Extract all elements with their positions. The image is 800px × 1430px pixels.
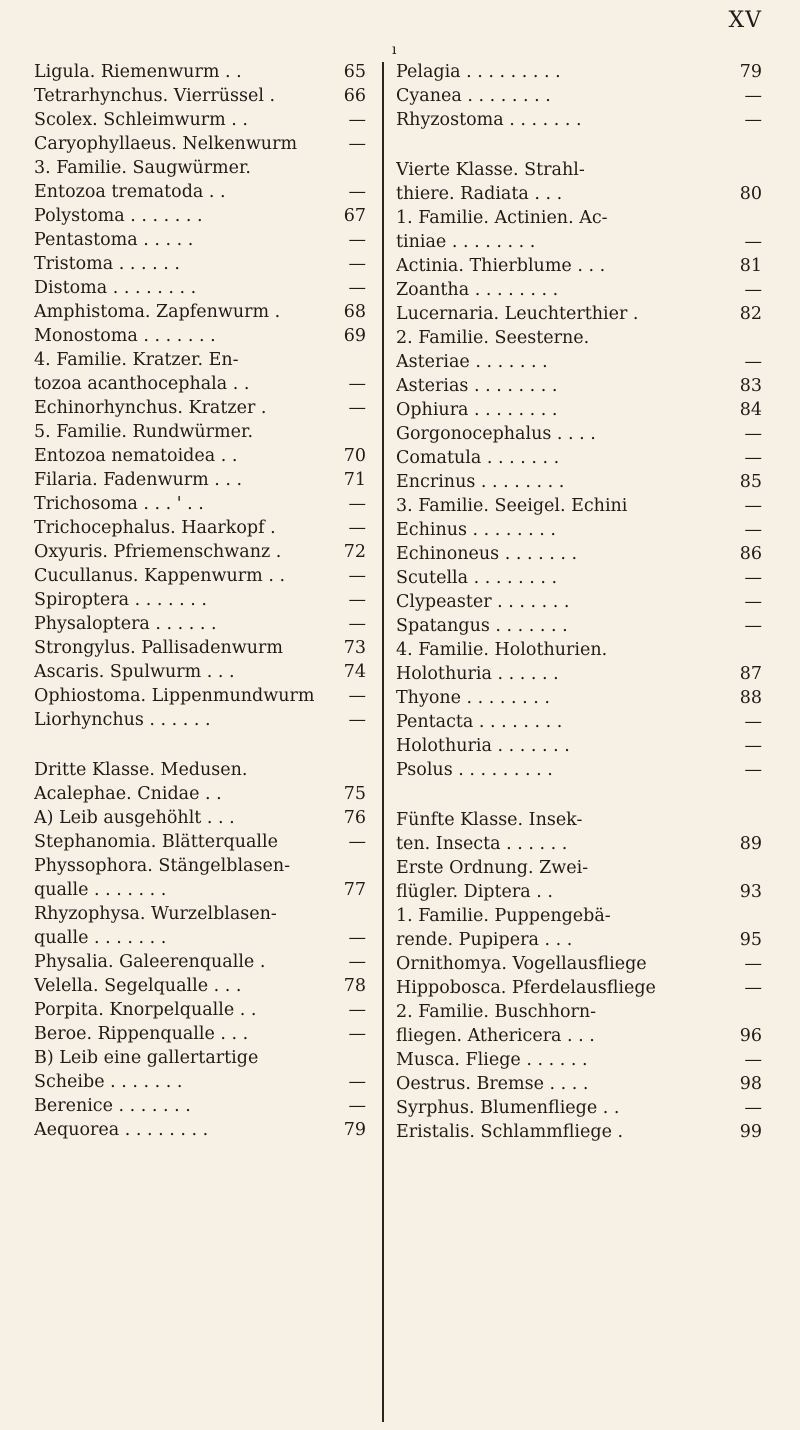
toc-entry: [396, 1096, 762, 1120]
entry-title: Scolex. Schleimwurm . .: [34, 110, 248, 130]
entry-page: —: [744, 352, 762, 372]
toc-entry: [34, 372, 366, 396]
entry-title: Asterias . . . . . . . .: [396, 376, 558, 396]
entry-title: Ligula. Riemenwurm . .: [34, 62, 242, 82]
entry-title: Aequorea . . . . . . . .: [34, 1120, 209, 1140]
entry-page: —: [744, 232, 762, 252]
entry-title: Holothuria . . . . . . .: [396, 736, 570, 756]
entry-page: —: [348, 1072, 366, 1092]
entry-page: 74: [343, 662, 366, 682]
toc-entry: [34, 1118, 366, 1142]
entry-page: —: [348, 374, 366, 394]
entry-title: Tetrarhynchus. Vierrüssel .: [34, 86, 276, 106]
toc-entry: [34, 396, 366, 420]
entry-title: Velella. Segelqualle . . .: [34, 976, 242, 996]
toc-entry: [396, 374, 762, 398]
entry-page: —: [348, 110, 366, 130]
entry-title: tozoa acanthocephala . .: [34, 374, 250, 394]
entry-page: 73: [343, 638, 366, 658]
toc-entry: [396, 422, 762, 446]
entry-title: Psolus . . . . . . . . .: [396, 760, 553, 780]
entry-title: Musca. Fliege . . . . . .: [396, 1050, 588, 1070]
entry-page: 65: [343, 62, 366, 82]
toc-entry: [34, 252, 366, 276]
entry-title: Syrphus. Blumenfliege . .: [396, 1098, 620, 1118]
entry-page: —: [348, 254, 366, 274]
entry-title: Distoma . . . . . . . .: [34, 278, 197, 298]
toc-entry: [34, 878, 366, 902]
entry-page: —: [744, 616, 762, 636]
entry-page: 66: [343, 86, 366, 106]
entry-page: —: [744, 424, 762, 444]
entry-title: Pentastoma . . . . .: [34, 230, 194, 250]
entry-title: Spatangus . . . . . . .: [396, 616, 568, 636]
toc-heading-line: 1. Familie. Puppengebä-: [396, 906, 611, 926]
entry-title: Scheibe . . . . . . .: [34, 1072, 183, 1092]
entry-title: Spiroptera . . . . . . .: [34, 590, 207, 610]
entry-title: Trichocephalus. Haarkopf .: [34, 518, 276, 538]
toc-entry: [34, 108, 366, 132]
section-gap: [34, 732, 366, 758]
toc-entry: [396, 350, 762, 374]
entry-title: Oestrus. Bremse . . . .: [396, 1074, 589, 1094]
entry-title: Cucullanus. Kappenwurm . .: [34, 566, 286, 586]
entry-page: —: [744, 496, 762, 516]
toc-entry: [34, 132, 366, 156]
entry-page: —: [348, 686, 366, 706]
entry-page: 95: [739, 930, 762, 950]
entry-page: —: [744, 86, 762, 106]
toc-entry: [396, 614, 762, 638]
toc-entry: [396, 710, 762, 734]
toc-entry: [34, 300, 366, 324]
toc-entry: [396, 60, 762, 84]
entry-page: 86: [739, 544, 762, 564]
toc-entry: [34, 180, 366, 204]
entry-title: Monostoma . . . . . . .: [34, 326, 216, 346]
entry-title: Actinia. Thierblume . . .: [396, 256, 606, 276]
entry-title: Ophiostoma. Lippenmundwurm: [34, 686, 315, 706]
entry-page: 68: [343, 302, 366, 322]
toc-heading-line: 5. Familie. Rundwürmer.: [34, 422, 254, 442]
entry-page: —: [744, 1098, 762, 1118]
entry-page: 71: [343, 470, 366, 490]
section-gap: [396, 782, 762, 808]
entry-title: Beroe. Rippenqualle . . .: [34, 1024, 249, 1044]
entry-page: 85: [739, 472, 762, 492]
toc-heading-line: Dritte Klasse. Medusen.: [34, 760, 248, 780]
toc-entry: [396, 590, 762, 614]
entry-page: 98: [739, 1074, 762, 1094]
entry-page: 99: [739, 1122, 762, 1142]
entry-title: Holothuria . . . . . .: [396, 664, 559, 684]
entry-page: —: [348, 518, 366, 538]
toc-entry: [34, 708, 366, 732]
toc-heading-line: B) Leib eine gallertartige: [34, 1048, 259, 1068]
toc-entry: [396, 108, 762, 132]
toc-entry: [34, 540, 366, 564]
entry-title: Eristalis. Schlammfliege .: [396, 1122, 624, 1142]
entry-page: —: [744, 280, 762, 300]
toc-entry: [34, 684, 366, 708]
toc-entry: [34, 492, 366, 516]
toc-entry: [396, 1072, 762, 1096]
entry-title: Pelagia . . . . . . . . .: [396, 62, 561, 82]
entry-page: —: [744, 568, 762, 588]
entry-page: —: [348, 134, 366, 154]
entry-page: 70: [343, 446, 366, 466]
toc-heading-line: 1. Familie. Actinien. Ac-: [396, 208, 608, 228]
toc-entry: [34, 1070, 366, 1094]
toc-entry: [34, 926, 366, 950]
entry-title: tiniae . . . . . . . .: [396, 232, 536, 252]
entry-page: —: [348, 832, 366, 852]
toc-entry: [34, 660, 366, 684]
entry-page: 79: [343, 1120, 366, 1140]
entry-title: Berenice . . . . . . .: [34, 1096, 191, 1116]
entry-title: thiere. Radiata . . .: [396, 184, 563, 204]
toc-entry: [34, 636, 366, 660]
entry-page: 87: [739, 664, 762, 684]
entry-title: Caryophyllaeus. Nelkenwurm: [34, 134, 298, 154]
toc-entry: [34, 60, 366, 84]
toc-entry: [396, 832, 762, 856]
toc-heading-line: 4. Familie. Holothurien.: [396, 640, 608, 660]
right-column: [396, 60, 762, 1144]
entry-title: qualle . . . . . . .: [34, 928, 167, 948]
entry-title: Encrinus . . . . . . . .: [396, 472, 565, 492]
entry-page: —: [348, 494, 366, 514]
entry-page: 77: [343, 880, 366, 900]
entry-page: —: [348, 710, 366, 730]
toc-entry: [34, 516, 366, 540]
toc-entry: [34, 468, 366, 492]
entry-page: —: [744, 712, 762, 732]
entry-title: Clypeaster . . . . . . .: [396, 592, 570, 612]
entry-title: flügler. Diptera . .: [396, 882, 553, 902]
toc-entry: [34, 228, 366, 252]
toc-entry: [396, 880, 762, 904]
entry-title: Trichosoma . . . ' . .: [34, 494, 204, 514]
entry-title: Echinoneus . . . . . . .: [396, 544, 578, 564]
entry-page: —: [348, 398, 366, 418]
toc-heading-line: Physsophora. Stängelblasen-: [34, 856, 290, 876]
entry-page: —: [348, 590, 366, 610]
entry-title: Strongylus. Pallisadenwurm: [34, 638, 283, 658]
entry-title: Porpita. Knorpelqualle . .: [34, 1000, 257, 1020]
entry-page: 93: [739, 882, 762, 902]
toc-entry: [34, 84, 366, 108]
toc-entry: [396, 518, 762, 542]
entry-page: —: [744, 110, 762, 130]
toc-entry: [396, 470, 762, 494]
toc-entry: [34, 612, 366, 636]
toc-entry: [396, 758, 762, 782]
entry-title: A) Leib ausgehöhlt . . .: [34, 808, 235, 828]
entry-page: 78: [343, 976, 366, 996]
entry-title: fliegen. Athericera . . .: [396, 1026, 595, 1046]
entry-page: —: [348, 278, 366, 298]
entry-page: —: [744, 978, 762, 998]
entry-page: 67: [343, 206, 366, 226]
page-number: XV: [728, 8, 762, 33]
entry-title: qualle . . . . . . .: [34, 880, 167, 900]
toc-entry: [396, 398, 762, 422]
toc-entry: [396, 254, 762, 278]
toc-entry: [396, 1048, 762, 1072]
entry-title: Scutella . . . . . . . .: [396, 568, 558, 588]
entry-title: Comatula . . . . . . .: [396, 448, 560, 468]
entry-page: 82: [739, 304, 762, 324]
entry-title: 3. Familie. Seeigel. Echini: [396, 496, 628, 516]
entry-title: Gorgonocephalus . . . .: [396, 424, 596, 444]
entry-title: Polystoma . . . . . . .: [34, 206, 203, 226]
entry-title: Ophiura . . . . . . . .: [396, 400, 558, 420]
toc-entry: [34, 324, 366, 348]
toc-entry: [396, 928, 762, 952]
entry-title: rende. Pupipera . . .: [396, 930, 573, 950]
toc-heading-line: Fünfte Klasse. Insek-: [396, 810, 583, 830]
entry-title: Ornithomya. Vogellausfliege: [396, 954, 647, 974]
entry-title: Tristoma . . . . . .: [34, 254, 180, 274]
toc-entry: [396, 1024, 762, 1048]
entry-page: —: [744, 760, 762, 780]
toc-entry: [396, 566, 762, 590]
entry-title: Acalephae. Cnidae . .: [34, 784, 222, 804]
toc-entry: [396, 1120, 762, 1144]
section-gap: [396, 132, 762, 158]
toc-entry: [34, 1094, 366, 1118]
toc-heading-line: Vierte Klasse. Strahl-: [396, 160, 585, 180]
entry-title: Amphistoma. Zapfenwurm .: [34, 302, 281, 322]
entry-page: 96: [739, 1026, 762, 1046]
entry-title: Ascaris. Spulwurm . . .: [34, 662, 235, 682]
toc-entry: [34, 950, 366, 974]
toc-heading-line: Rhyzophysa. Wurzelblasen-: [34, 904, 277, 924]
toc-heading-line: 2. Familie. Buschhorn-: [396, 1002, 597, 1022]
entry-page: 76: [343, 808, 366, 828]
entry-page: —: [348, 1024, 366, 1044]
entry-page: —: [744, 736, 762, 756]
entry-title: Filaria. Fadenwurm . . .: [34, 470, 243, 490]
entry-title: Lucernaria. Leuchterthier .: [396, 304, 639, 324]
left-column: [34, 60, 366, 1142]
entry-title: Liorhynchus . . . . . .: [34, 710, 211, 730]
toc-entry: [34, 830, 366, 854]
entry-title: Echinorhynchus. Kratzer .: [34, 398, 267, 418]
toc-entry: [34, 1022, 366, 1046]
entry-page: 80: [739, 184, 762, 204]
toc-entry: [396, 662, 762, 686]
toc-entry: [396, 952, 762, 976]
entry-title: Cyanea . . . . . . . .: [396, 86, 551, 106]
print-speck: ı: [392, 42, 397, 58]
column-divider: [382, 62, 384, 1422]
entry-title: Stephanomia. Blätterqualle: [34, 832, 278, 852]
toc-entry: [34, 806, 366, 830]
entry-page: —: [348, 952, 366, 972]
entry-title: Asteriae . . . . . . .: [396, 352, 548, 372]
entry-page: 72: [343, 542, 366, 562]
entry-title: Rhyzostoma . . . . . . .: [396, 110, 582, 130]
toc-heading-line: 3. Familie. Saugwürmer.: [34, 158, 251, 178]
entry-page: —: [744, 1050, 762, 1070]
toc-entry: [396, 686, 762, 710]
toc-entry: [34, 276, 366, 300]
toc-entry: [34, 564, 366, 588]
entry-page: 83: [739, 376, 762, 396]
entry-page: —: [348, 1096, 366, 1116]
entry-title: Hippobosca. Pferdelausfliege: [396, 978, 656, 998]
entry-page: 84: [739, 400, 762, 420]
entry-page: —: [744, 592, 762, 612]
toc-entry: [396, 446, 762, 470]
entry-page: 81: [739, 256, 762, 276]
entry-title: Oxyuris. Pfriemenschwanz .: [34, 542, 282, 562]
toc-entry: [396, 182, 762, 206]
entry-page: —: [744, 448, 762, 468]
toc-entry: [396, 734, 762, 758]
toc-entry: [396, 976, 762, 1000]
toc-entry: [34, 974, 366, 998]
toc-entry: [396, 84, 762, 108]
entry-page: 88: [739, 688, 762, 708]
entry-title: Entozoa nematoidea . .: [34, 446, 238, 466]
entry-page: 75: [343, 784, 366, 804]
entry-title: Pentacta . . . . . . . .: [396, 712, 563, 732]
entry-page: —: [744, 520, 762, 540]
toc-entry: [396, 302, 762, 326]
entry-title: Physaloptera . . . . . .: [34, 614, 217, 634]
entry-page: 79: [739, 62, 762, 82]
toc-entry: [396, 278, 762, 302]
entry-page: —: [348, 230, 366, 250]
toc-entry: [396, 494, 762, 518]
entry-page: —: [744, 954, 762, 974]
entry-page: —: [348, 1000, 366, 1020]
entry-page: —: [348, 928, 366, 948]
toc-entry: [34, 782, 366, 806]
toc-heading-line: Erste Ordnung. Zwei-: [396, 858, 589, 878]
toc-heading-line: 2. Familie. Seesterne.: [396, 328, 590, 348]
entry-page: 89: [739, 834, 762, 854]
entry-title: Zoantha . . . . . . . .: [396, 280, 559, 300]
entry-page: —: [348, 182, 366, 202]
toc-entry: [396, 542, 762, 566]
entry-title: ten. Insecta . . . . . .: [396, 834, 568, 854]
toc-entry: [34, 444, 366, 468]
toc-entry: [396, 230, 762, 254]
entry-page: —: [348, 614, 366, 634]
entry-title: Physalia. Galeerenqualle .: [34, 952, 266, 972]
toc-entry: [34, 588, 366, 612]
entry-page: —: [348, 566, 366, 586]
toc-entry: [34, 998, 366, 1022]
entry-title: Echinus . . . . . . . .: [396, 520, 556, 540]
entry-title: Entozoa trematoda . .: [34, 182, 226, 202]
toc-entry: [34, 204, 366, 228]
toc-heading-line: 4. Familie. Kratzer. En-: [34, 350, 239, 370]
entry-page: 69: [343, 326, 366, 346]
entry-title: Thyone . . . . . . . .: [396, 688, 550, 708]
